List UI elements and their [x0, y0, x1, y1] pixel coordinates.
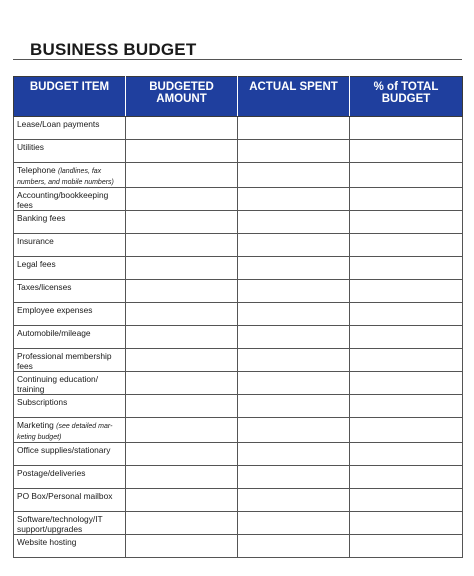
budget-item-label: Utilities [17, 142, 44, 152]
budget-item-cell [14, 188, 126, 211]
percent-total-cell[interactable] [350, 117, 463, 140]
budget-item-cell [14, 418, 126, 443]
budgeted-amount-cell[interactable] [126, 466, 238, 489]
actual-spent-cell[interactable] [238, 117, 350, 140]
budgeted-amount-cell[interactable] [126, 257, 238, 280]
budgeted-amount-cell[interactable] [126, 512, 238, 535]
budget-item-label: PO Box/Personal mailbox [17, 491, 113, 501]
actual-spent-cell[interactable] [238, 466, 350, 489]
table-row [14, 257, 463, 280]
percent-total-cell[interactable] [350, 418, 463, 443]
actual-spent-cell[interactable] [238, 372, 350, 395]
actual-spent-cell[interactable] [238, 395, 350, 418]
percent-total-cell[interactable] [350, 349, 463, 372]
actual-spent-cell[interactable] [238, 349, 350, 372]
budget-item-cell [14, 489, 126, 512]
budgeted-amount-cell[interactable] [126, 211, 238, 234]
budget-item-label: Legal fees [17, 259, 56, 269]
budget-item-cell [14, 211, 126, 234]
budgeted-amount-cell[interactable] [126, 489, 238, 512]
table-row [14, 535, 463, 558]
percent-total-cell[interactable] [350, 489, 463, 512]
budgeted-amount-cell[interactable] [126, 163, 238, 188]
actual-spent-cell[interactable] [238, 234, 350, 257]
table-row [14, 349, 463, 372]
budget-item-note: (landlines, fax numbers, and mobile numbers) [17, 168, 114, 186]
budget-item-cell [14, 280, 126, 303]
budget-item-cell [14, 234, 126, 257]
budgeted-amount-cell[interactable] [126, 234, 238, 257]
budget-item-cell [14, 395, 126, 418]
budget-item-cell [14, 512, 126, 535]
table-row [14, 140, 463, 163]
budget-item-label: Employee expenses [17, 305, 93, 315]
budget-item-cell [14, 257, 126, 280]
budgeted-amount-cell[interactable] [126, 326, 238, 349]
actual-spent-cell[interactable] [238, 489, 350, 512]
budgeted-amount-cell[interactable] [126, 140, 238, 163]
percent-total-cell[interactable] [350, 443, 463, 466]
table-row [14, 512, 463, 535]
budget-item-label: Telephone [17, 165, 56, 175]
percent-total-cell[interactable] [350, 303, 463, 326]
table-row [14, 117, 463, 140]
actual-spent-cell[interactable] [238, 163, 350, 188]
actual-spent-cell[interactable] [238, 257, 350, 280]
percent-total-cell[interactable] [350, 395, 463, 418]
table-header-row [14, 77, 463, 117]
budget-item-label: Automobile/mileage [17, 328, 91, 338]
table-row [14, 163, 463, 188]
percent-total-cell[interactable] [350, 163, 463, 188]
budget-item-cell [14, 117, 126, 140]
budgeted-amount-cell[interactable] [126, 117, 238, 140]
budgeted-amount-cell[interactable] [126, 395, 238, 418]
budget-item-label: Insurance [17, 236, 54, 246]
table-row [14, 234, 463, 257]
actual-spent-cell[interactable] [238, 418, 350, 443]
table-row [14, 280, 463, 303]
table-body [14, 117, 463, 558]
budget-item-label: Website hosting [17, 537, 77, 547]
budget-item-label: Office supplies/stationary [17, 445, 111, 455]
table-row [14, 443, 463, 466]
budgeted-amount-cell[interactable] [126, 188, 238, 211]
actual-spent-cell[interactable] [238, 443, 350, 466]
percent-total-cell[interactable] [350, 211, 463, 234]
percent-total-cell[interactable] [350, 512, 463, 535]
header-percent-total: % of TOTAL BUDGET [350, 77, 463, 117]
budget-item-label: Lease/Loan payments [17, 119, 100, 129]
actual-spent-cell[interactable] [238, 535, 350, 558]
budget-item-label: Postage/deliveries [17, 468, 86, 478]
budgeted-amount-cell[interactable] [126, 372, 238, 395]
budget-item-note: (see detailed mar-keting budget) [17, 423, 113, 441]
percent-total-cell[interactable] [350, 257, 463, 280]
actual-spent-cell[interactable] [238, 303, 350, 326]
actual-spent-cell[interactable] [238, 280, 350, 303]
budget-item-cell [14, 303, 126, 326]
budget-table [13, 76, 463, 558]
budgeted-amount-cell[interactable] [126, 443, 238, 466]
table-row [14, 303, 463, 326]
document-title: BUSINESS BUDGET [30, 40, 197, 59]
budget-item-cell [14, 140, 126, 163]
budgeted-amount-cell[interactable] [126, 303, 238, 326]
budget-item-cell [14, 535, 126, 558]
budget-item-label: Banking fees [17, 213, 66, 223]
table-row [14, 188, 463, 211]
budget-item-label: Marketing [17, 420, 54, 430]
header-budget-item: BUDGET ITEM [14, 77, 126, 117]
budgeted-amount-cell[interactable] [126, 280, 238, 303]
actual-spent-cell[interactable] [238, 188, 350, 211]
title-divider [13, 59, 462, 60]
header-actual-spent: ACTUAL SPENT [238, 77, 350, 117]
budget-item-label: Professional membership fees [17, 351, 112, 371]
table-row [14, 211, 463, 234]
table-row [14, 372, 463, 395]
budget-item-label: Subscriptions [17, 397, 68, 407]
budget-item-cell [14, 326, 126, 349]
table-row [14, 489, 463, 512]
percent-total-cell[interactable] [350, 326, 463, 349]
table-row [14, 466, 463, 489]
actual-spent-cell[interactable] [238, 140, 350, 163]
header-budgeted-amount: BUDGETED AMOUNT [126, 77, 238, 117]
budget-item-cell [14, 443, 126, 466]
actual-spent-cell[interactable] [238, 211, 350, 234]
budget-item-cell [14, 372, 126, 395]
table-row [14, 395, 463, 418]
actual-spent-cell[interactable] [238, 512, 350, 535]
budget-item-cell [14, 163, 126, 188]
budget-item-label: Accounting/bookkeeping fees [17, 190, 109, 210]
percent-total-cell[interactable] [350, 466, 463, 489]
budget-item-cell [14, 349, 126, 372]
budget-item-label: Taxes/licenses [17, 282, 72, 292]
budget-item-label: Continuing education/ training [17, 374, 99, 394]
table-row [14, 418, 463, 443]
percent-total-cell[interactable] [350, 372, 463, 395]
actual-spent-cell[interactable] [238, 326, 350, 349]
budgeted-amount-cell[interactable] [126, 418, 238, 443]
budgeted-amount-cell[interactable] [126, 349, 238, 372]
table-row [14, 326, 463, 349]
budget-item-label: Software/technology/IT support/upgrades [17, 514, 103, 534]
percent-total-cell[interactable] [350, 535, 463, 558]
budgeted-amount-cell[interactable] [126, 535, 238, 558]
percent-total-cell[interactable] [350, 188, 463, 211]
percent-total-cell[interactable] [350, 140, 463, 163]
percent-total-cell[interactable] [350, 234, 463, 257]
percent-total-cell[interactable] [350, 280, 463, 303]
budget-item-cell [14, 466, 126, 489]
